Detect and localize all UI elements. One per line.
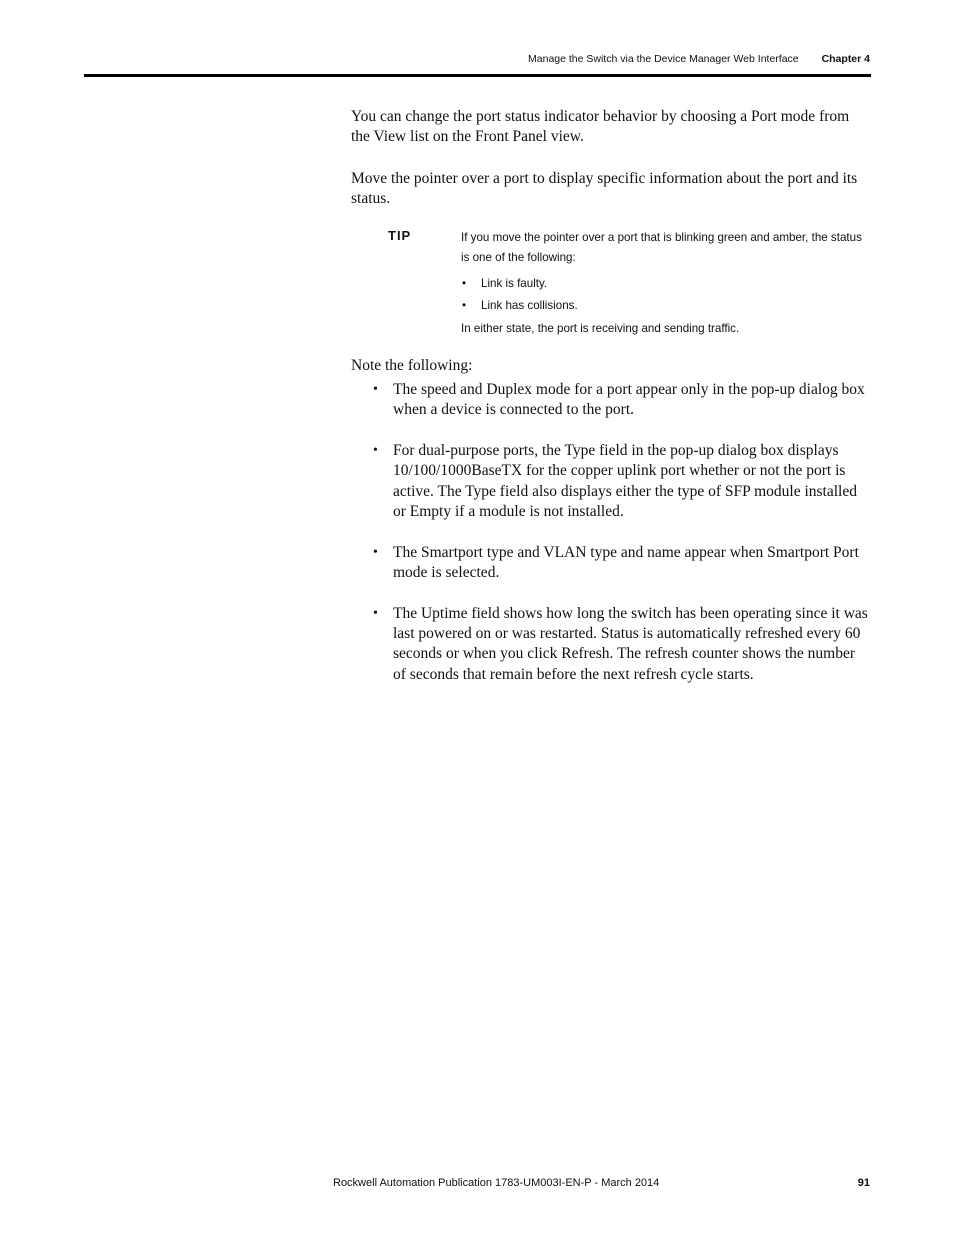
notes-intro: Note the following:: [351, 357, 473, 374]
body-paragraph-port-mode: You can change the port status indicator behavior by choosing a Port mode from the View list on the Front Panel view.: [351, 108, 850, 146]
notes-list-item: [351, 380, 871, 421]
notes-list-item: [351, 441, 871, 522]
tip-item-text: Link has collisions.: [481, 299, 578, 312]
note-text: For dual-purpose ports, the Type field in the pop-up dialog box displays 10/100/1000BaseTX for the copper uplink port whether or not the port is active. The Type field also displays either the type of SFP module installed or Empty if a module is not installed.: [393, 442, 857, 520]
bullet-icon: •: [373, 544, 378, 560]
tip-box: [461, 228, 873, 339]
notes-list: [351, 380, 871, 706]
note-text: The speed and Duplex mode for a port appear only in the pop-up dialog box when a device is connected to the port.: [393, 381, 865, 419]
tip-list-item: [461, 295, 873, 317]
page-number: 91: [857, 1177, 870, 1189]
tip-intro: If you move the pointer over a port that is blinking green and amber, the status is one of the following:: [461, 231, 862, 264]
header-chapter-label: Chapter 4: [821, 53, 870, 65]
tip-list: [461, 273, 873, 317]
header-rule: [84, 74, 871, 77]
tip-list-item: [461, 273, 873, 295]
footer-publication: Rockwell Automation Publication 1783-UM003I-EN-P - March 2014: [333, 1177, 660, 1189]
running-header: [528, 53, 870, 65]
tip-outro: In either state, the port is receiving and sending traffic.: [461, 322, 740, 335]
note-text: The Smartport type and VLAN type and name appear when Smartport Port mode is selected.: [393, 543, 859, 582]
notes-list-item: [351, 543, 871, 584]
notes-list-item: [351, 604, 871, 685]
header-section-title: Manage the Switch via the Device Manager Web Interface: [528, 53, 799, 65]
bullet-icon: •: [373, 605, 378, 621]
bullet-icon: •: [373, 382, 378, 397]
bullet-icon: •: [462, 299, 467, 312]
bullet-icon: •: [373, 443, 378, 459]
tip-item-text: Link is faulty.: [481, 277, 548, 290]
note-text: The Uptime field shows how long the switch has been operating since it was last powered on or was restarted. Status is automatically refreshed every 60 seconds or when you click Refresh. The refresh counter shows the number of seconds that remain before the next refresh cycle starts.: [393, 604, 868, 683]
tip-label: TIP: [388, 228, 412, 243]
body-paragraph-pointer: Move the pointer over a port to display specific information about the port and its status.: [351, 170, 858, 208]
bullet-icon: •: [462, 277, 467, 290]
